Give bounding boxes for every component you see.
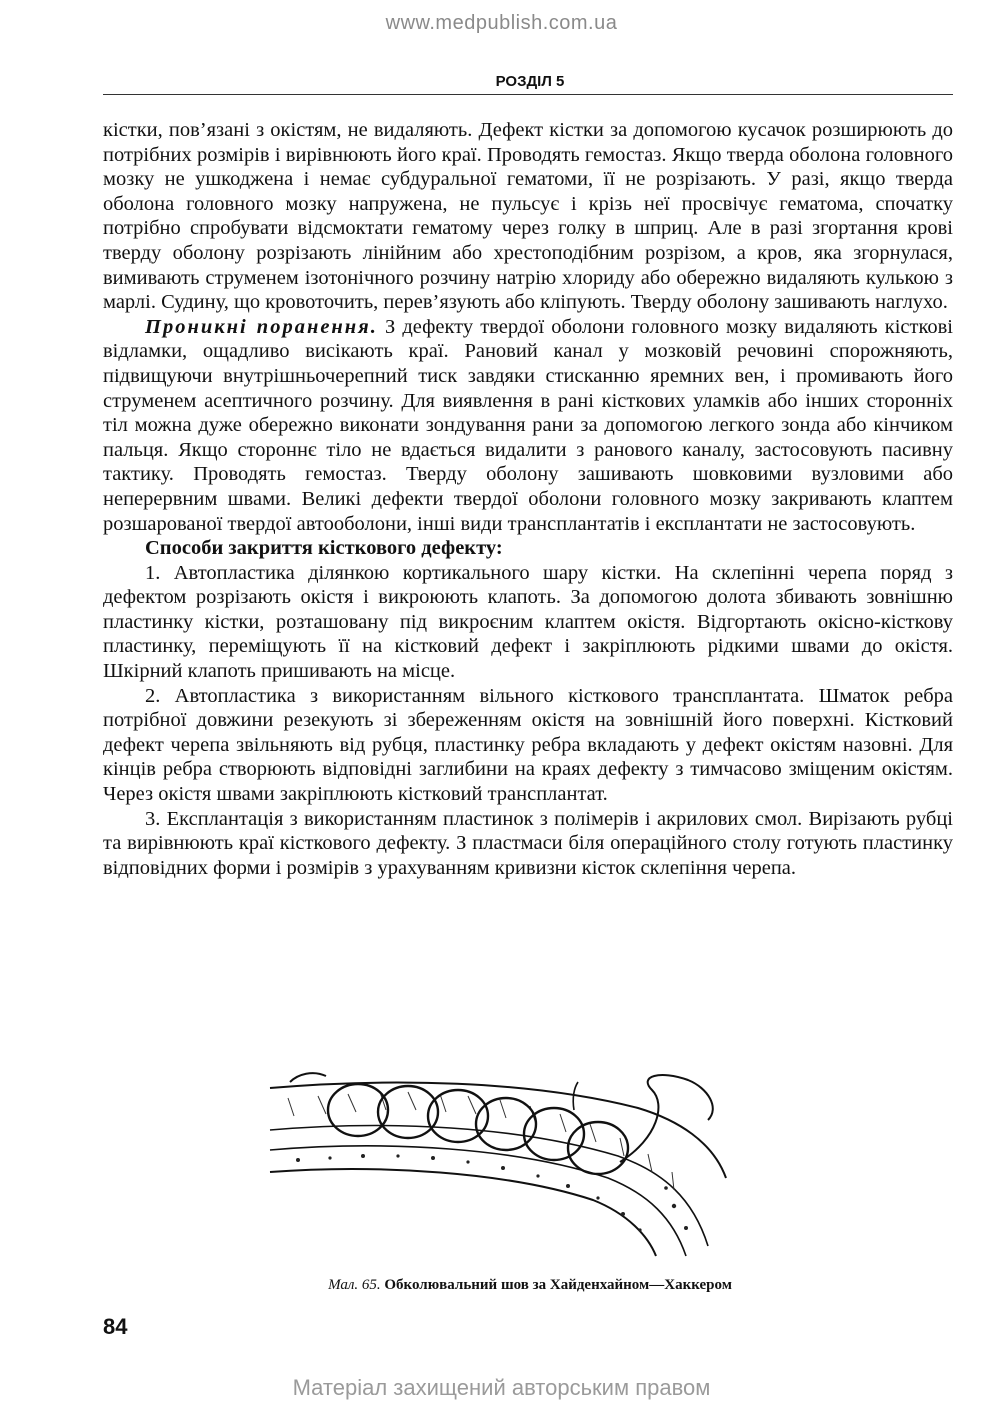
main-text bbox=[103, 118, 953, 880]
header-rule bbox=[103, 94, 953, 95]
copyright-watermark: Матеріал захищений авторським правом bbox=[292, 1375, 711, 1400]
method-item-3: 3. Експлантація з використанням пластинок з полімерів і акрилових смол. Вирізають рубці та вирівнюють краї кісткового дефекту. З пластмаси біля операційного столу готують пластинку відповідних форми і розмірів з урахуванням кривизни кісток склепіння черепа. bbox=[103, 807, 953, 879]
method-item-1: 1. Автопластика ділянкою кортикального шару кістки. На склепінні черепа поряд з дефектом розрізають окістя і викроюють клапоть. За допомогою долота збивають зовнішню пластинку кістки, розташовану під викроєним клаптем окістя. Відгортають окісно-кісткову пластинку, переміщують її на кістковий дефект і закріплюють рідкими швами до окістя. Шкірний клапоть пришивають на місце. bbox=[103, 561, 953, 683]
paragraph-2-heading: Проникні поранення. bbox=[145, 315, 378, 338]
figure-label: Мал. 65. bbox=[328, 1277, 381, 1293]
method-item-2: 2. Автопластика з використанням вільного кісткового трансплантата. Шматок ребра потрібної довжини резекують зі збереженням окістя на зовнішній його поверхні. Кістковий дефект черепа звільняють від рубця, пластинку ребра вкладають у дефект окістям назовні. Для кінців ребра створюють відповідні заглибини на краях дефекту з тимчасово зміщеним окістям. Через окістя швами закріплюють кістковий трансплантат. bbox=[103, 684, 953, 806]
paragraph-2 bbox=[103, 315, 953, 536]
section-running-head: РОЗДІЛ 5 bbox=[495, 73, 565, 90]
suture-illustration bbox=[268, 1068, 728, 1258]
methods-subheading: Способи закриття кісткового дефекту: bbox=[145, 537, 503, 560]
paragraph-2-text: З дефекту твердої оболони головного мозку видаляють кісткові відламки, ощадливо висікають краї. Рановий канал у мозковій речовині спорожняють, підвищуючи внутрішньочерепний тиск завдяки стисканню яремних вен, і промивають його струменем асептичного розчину. Для виявлення в рані кісткових уламків або інших сторонніх тіл можна дуже обережно виконати зондування рани за допомогою легкого зонда або кінчиком пальця. Якщо стороннє тіло не вдається видалити з ранового каналу, застосовують пасивну тактику. Проводять гемостаз. Тверду оболону зашивають шовковими вузловими або неперервним швами. Великі дефекти твердої оболони головного мозку закривають клаптем розшарованої твердої автооболони, інші види трансплантатів і експлантати не застосовують. bbox=[103, 315, 953, 535]
suture-drawing bbox=[268, 1068, 728, 1258]
site-watermark: www.medpublish.com.ua bbox=[385, 12, 618, 34]
figure-caption bbox=[0, 1277, 1003, 1294]
page-number: 84 bbox=[103, 1314, 128, 1339]
figure-caption-text: Обколювальний шов за Хайденхайном—Хаккером bbox=[384, 1277, 732, 1293]
paragraph-1: кістки, пов’язані з окістям, не видаляють. Дефект кістки за допомогою кусачок розширюють до потрібних розмірів і вирівнюють його краї. Проводять гемостаз. Якщо тверда оболона головного мозку не ушкоджена і немає субдуральної гематоми, її не розрізають. У разі, якщо тверда оболона головного мозку напружена, не пульсує і крізь неї просвічує гематома, спочатку потрібно спробувати відсмоктати гематому через голку в шприц. Але в разі згортання крові тверду оболону розрізають лінійним або хрестоподібним розрізом, а кров, яка згорнулася, вимивають струменем ізотонічного розчину натрію хлориду або обережно видаляють кулькою з марлі. Судину, що кровоточить, перев’язують або кліпують. Тверду оболону зашивають наглухо. bbox=[103, 119, 953, 314]
